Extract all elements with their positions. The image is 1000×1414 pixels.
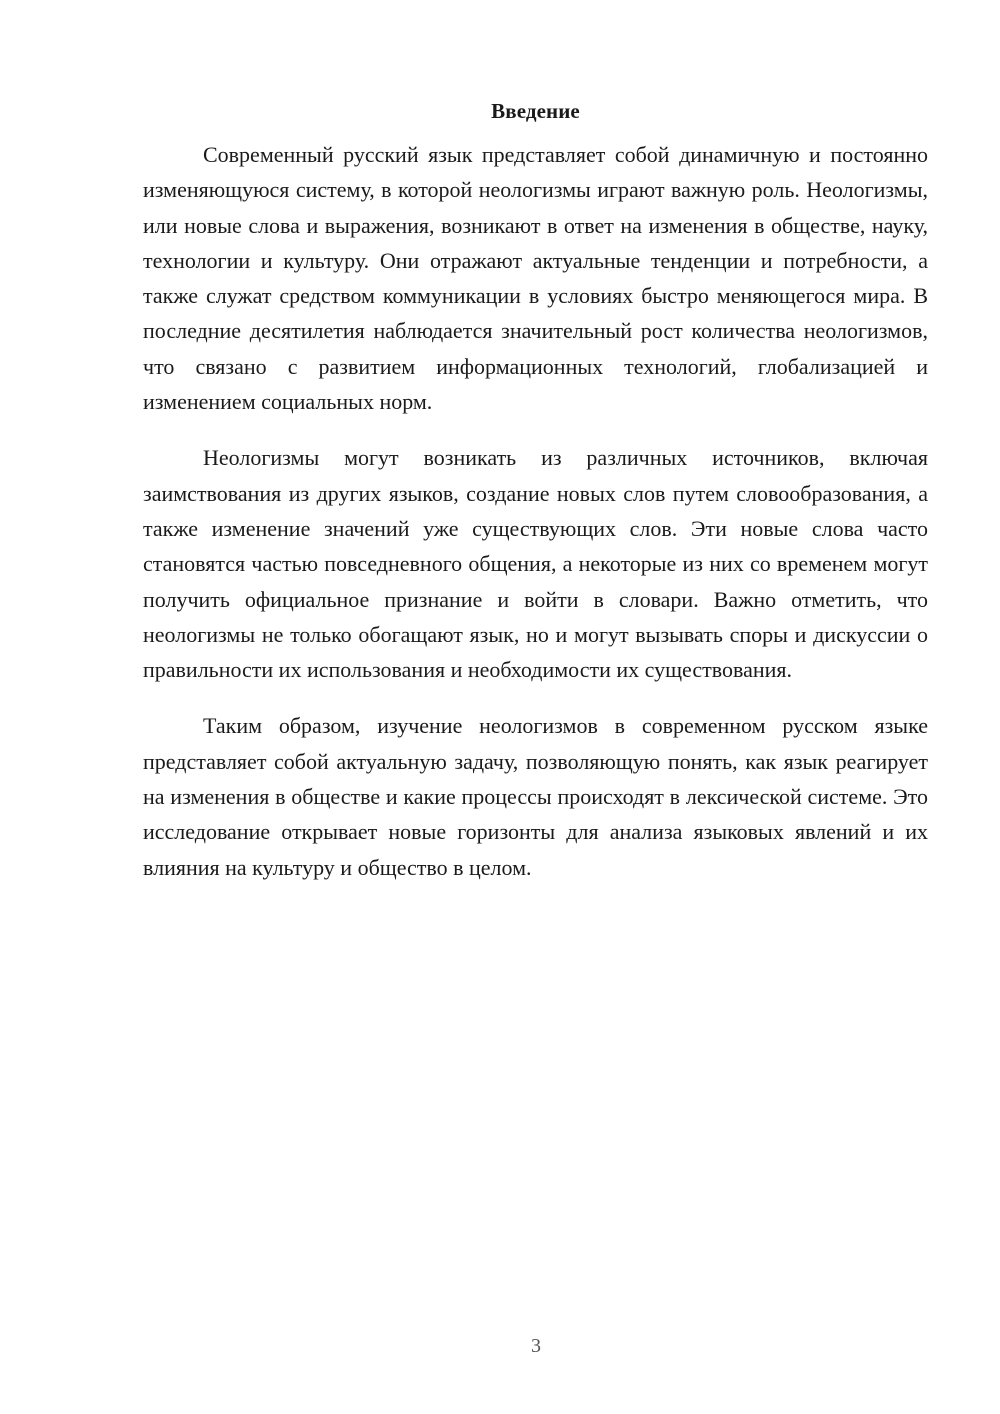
page-content: [143, 96, 928, 885]
paragraph-3: Таким образом, изучение неологизмов в современном русском языке представляет собой актуальную задачу, позволяющую понять, как язык реагирует на изменения в обществе и какие процессы происходят в лексической системе. Это исследование открывает новые горизонты для анализа языковых явлений и их влияния на культуру и общество в целом.: [143, 713, 928, 880]
page-number: 3: [531, 1335, 541, 1357]
paragraph-2: Неологизмы могут возникать из различных источников, включая заимствования из других языков, создание новых слов путем словообразования, а также изменение значений уже существующих слов. Эти новые слова часто становятся частью повседневного общения, а некоторые из них со временем могут получить официальное признание и войти в словари. Важно отметить, что неологизмы не только обогащают язык, но и могут вызывать споры и дискуссии о правильности их использования и необходимости их существования.: [143, 445, 928, 683]
paragraph-1: Современный русский язык представляет собой динамичную и постоянно изменяющуюся систему, в которой неологизмы играют важную роль. Неологизмы, или новые слова и выражения, возникают в ответ на изменения в обществе, науку, технологии и культуру. Они отражают актуальные тенденции и потребности, а также служат средством коммуникации в условиях быстро меняющегося мира. В последние десятилетия наблюдается значительный рост количества неологизмов, что связано с развитием информационных технологий, глобализацией и изменением социальных норм.: [143, 142, 928, 415]
section-heading: Введение: [491, 99, 580, 123]
